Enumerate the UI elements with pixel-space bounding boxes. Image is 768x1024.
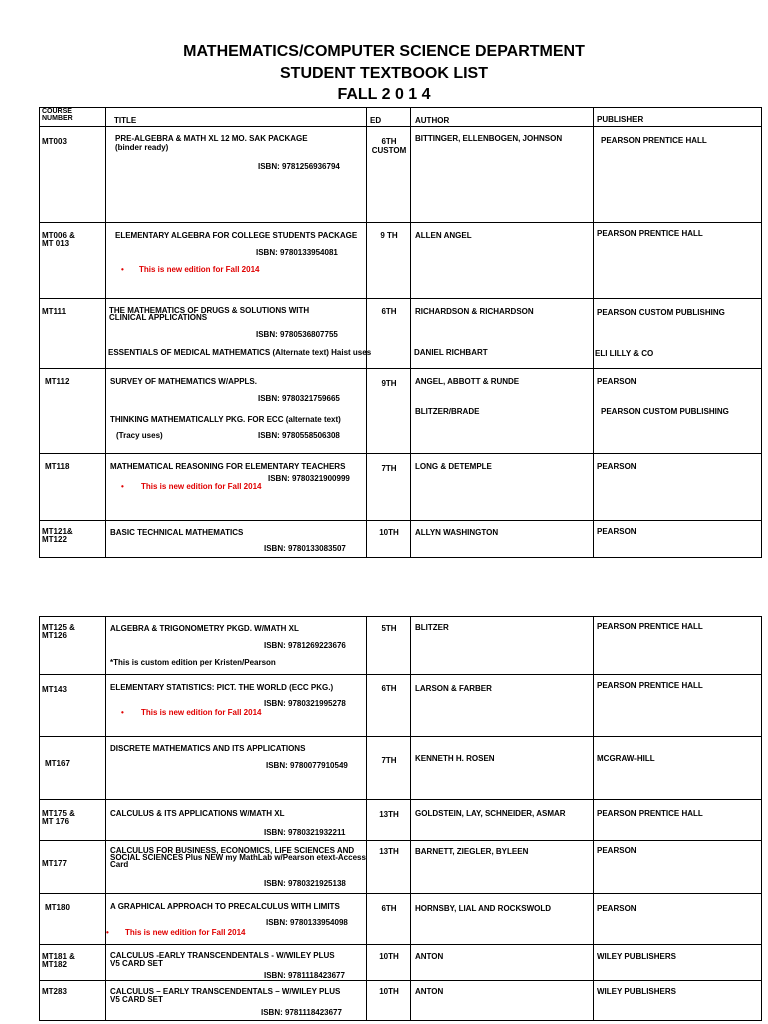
author-cell: HORNSBY, LIAL AND ROCKSWOLD <box>411 894 594 945</box>
publisher-cell: PEARSON <box>594 521 762 558</box>
publisher-cell: PEARSON PRENTICE HALL <box>594 127 762 223</box>
author-cell: ANGEL, ABBOTT & RUNDE BLITZER/BRADE <box>411 369 594 454</box>
table-row <box>40 675 762 737</box>
department-title: MATHEMATICS/COMPUTER SCIENCE DEPARTMENT <box>183 43 585 60</box>
publisher-cell: PEARSON PRENTICE HALL <box>594 617 762 675</box>
edition-cell: 6TH <box>367 894 411 945</box>
author-cell: BITTINGER, ELLENBOGEN, JOHNSON <box>411 127 594 223</box>
title-cell: PRE-ALGEBRA & MATH XL 12 MO. SAK PACKAGE (binder ready) ISBN: 9781256936794 <box>106 127 367 223</box>
course-cell: MT125 & MT126 <box>40 617 106 675</box>
table-row <box>40 127 762 223</box>
author-cell: RICHARDSON & RICHARDSON DANIEL RICHBART <box>411 299 594 369</box>
table-row <box>40 617 762 675</box>
author-cell: ALLEN ANGEL <box>411 223 594 299</box>
title-cell: BASIC TECHNICAL MATHEMATICS ISBN: 9780133083507 <box>106 521 367 558</box>
edition-cell: 9 TH <box>367 223 411 299</box>
title-cell: ELEMENTARY STATISTICS: PICT. THE WORLD (ECC PKG.) ISBN: 9780321995278 • This is new edition for Fall 2014 <box>106 675 367 737</box>
edition-cell: 9TH <box>367 369 411 454</box>
new-edition-note: This is new edition for Fall 2014 <box>141 482 262 491</box>
author-cell: LARSON & FARBER <box>411 675 594 737</box>
course-cell: MT175 & MT 176 <box>40 800 106 841</box>
author-cell: BLITZER <box>411 617 594 675</box>
edition-cell: 6TH CUSTOM <box>367 127 411 223</box>
author-cell: KENNETH H. ROSEN <box>411 737 594 800</box>
title-cell: THE MATHEMATICS OF DRUGS & SOLUTIONS WITH CLINICAL APPLICATIONS ISBN: 9780536807755 ESSENTIALS OF MEDICAL MATHEMATICS (Alternate text) Haist uses <box>106 299 367 369</box>
title-cell: CALCULUS -EARLY TRANSCENDENTALS - W/WILEY PLUS V5 CARD SET ISBN: 9781118423677 <box>106 945 367 981</box>
publisher-cell: PEARSON CUSTOM PUBLISHING ELI LILLY & CO <box>594 299 762 369</box>
title-cell: CALCULUS – EARLY TRANSCENDENTALS – W/WILEY PLUS V5 CARD SET ISBN: 9781118423677 <box>106 981 367 1021</box>
author-cell: LONG & DETEMPLE <box>411 454 594 521</box>
textbook-table-2 <box>39 616 762 1021</box>
publisher-cell: PEARSON <box>594 894 762 945</box>
bullet-icon: • <box>106 928 109 937</box>
table-row <box>40 369 762 454</box>
publisher-cell: PEARSON PEARSON CUSTOM PUBLISHING <box>594 369 762 454</box>
edition-cell: 5TH <box>367 617 411 675</box>
new-edition-note: This is new edition for Fall 2014 <box>125 928 246 937</box>
edition-cell: 6TH <box>367 675 411 737</box>
table-header-row <box>40 108 762 127</box>
edition-cell: 13TH <box>367 841 411 894</box>
publisher-cell: MCGRAW-HILL <box>594 737 762 800</box>
course-cell: MT006 & MT 013 <box>40 223 106 299</box>
edition-cell: 10TH <box>367 521 411 558</box>
course-cell: MT003 <box>40 127 106 223</box>
course-cell: MT121& MT122 <box>40 521 106 558</box>
col-header-title: TITLE <box>106 108 367 127</box>
course-cell: MT167 <box>40 737 106 800</box>
title-cell: A GRAPHICAL APPROACH TO PRECALCULUS WITH LIMITS ISBN: 9780133954098 • This is new edition for Fall 2014 <box>106 894 367 945</box>
new-edition-note: This is new edition for Fall 2014 <box>141 708 262 717</box>
table-row <box>40 299 762 369</box>
title-cell: ELEMENTARY ALGEBRA FOR COLLEGE STUDENTS PACKAGE ISBN: 9780133954081 • This is new edition for Fall 2014 <box>106 223 367 299</box>
table-row <box>40 454 762 521</box>
table-row <box>40 223 762 299</box>
title-cell: CALCULUS FOR BUSINESS, ECONOMICS, LIFE SCIENCES AND SOCIAL SCIENCES Plus NEW my MathLab w/Pearson etext-Access Card ISBN: 9780321925138 <box>106 841 367 894</box>
publisher-cell: PEARSON PRENTICE HALL <box>594 800 762 841</box>
bullet-icon: • <box>121 708 124 717</box>
title-cell: ALGEBRA & TRIGONOMETRY PKGD. W/MATH XL ISBN: 9781269223676 *This is custom edition per Kristen/Pearson <box>106 617 367 675</box>
table-row <box>40 737 762 800</box>
author-cell: GOLDSTEIN, LAY, SCHNEIDER, ASMAR <box>411 800 594 841</box>
table-row <box>40 894 762 945</box>
course-cell: MT118 <box>40 454 106 521</box>
term-title: FALL 2 0 1 4 <box>337 86 431 103</box>
publisher-cell: PEARSON PRENTICE HALL <box>594 223 762 299</box>
title-cell: SURVEY OF MATHEMATICS W/APPLS. ISBN: 9780321759665 THINKING MATHEMATICALLY PKG. FOR ECC (alternate text) (Tracy uses) ISBN: 9780558506308 <box>106 369 367 454</box>
course-cell: MT180 <box>40 894 106 945</box>
title-cell: CALCULUS & ITS APPLICATIONS W/MATH XL ISBN: 9780321932211 <box>106 800 367 841</box>
table-row <box>40 800 762 841</box>
col-header-course: COURSE NUMBER <box>40 108 106 127</box>
course-cell: MT283 <box>40 981 106 1021</box>
table-row <box>40 945 762 981</box>
publisher-cell: PEARSON <box>594 454 762 521</box>
edition-cell: 13TH <box>367 800 411 841</box>
edition-cell: 6TH <box>367 299 411 369</box>
course-cell: MT112 <box>40 369 106 454</box>
list-title: STUDENT TEXTBOOK LIST <box>280 65 488 82</box>
author-cell: ANTON <box>411 945 594 981</box>
textbook-table-1 <box>39 107 762 558</box>
col-header-author: AUTHOR <box>411 108 594 127</box>
table-row <box>40 981 762 1021</box>
table-row <box>40 841 762 894</box>
bullet-icon: • <box>121 482 124 491</box>
title-cell: MATHEMATICAL REASONING FOR ELEMENTARY TEACHERS ISBN: 9780321900999 • This is new edition for Fall 2014 <box>106 454 367 521</box>
edition-cell: 10TH <box>367 945 411 981</box>
edition-cell: 7TH <box>367 737 411 800</box>
course-cell: MT177 <box>40 841 106 894</box>
publisher-cell: PEARSON PRENTICE HALL <box>594 675 762 737</box>
title-cell: DISCRETE MATHEMATICS AND ITS APPLICATIONS ISBN: 9780077910549 <box>106 737 367 800</box>
col-header-publisher: PUBLISHER <box>594 108 762 127</box>
bullet-icon: • <box>121 265 124 274</box>
publisher-cell: WILEY PUBLISHERS <box>594 945 762 981</box>
author-cell: BARNETT, ZIEGLER, BYLEEN <box>411 841 594 894</box>
publisher-cell: WILEY PUBLISHERS <box>594 981 762 1021</box>
course-cell: MT143 <box>40 675 106 737</box>
col-header-ed: ED <box>367 108 411 127</box>
author-cell: ANTON <box>411 981 594 1021</box>
publisher-cell: PEARSON <box>594 841 762 894</box>
course-cell: MT111 <box>40 299 106 369</box>
edition-cell: 7TH <box>367 454 411 521</box>
table-row <box>40 521 762 558</box>
new-edition-note: This is new edition for Fall 2014 <box>139 265 260 274</box>
author-cell: ALLYN WASHINGTON <box>411 521 594 558</box>
course-cell: MT181 & MT182 <box>40 945 106 981</box>
edition-cell: 10TH <box>367 981 411 1021</box>
